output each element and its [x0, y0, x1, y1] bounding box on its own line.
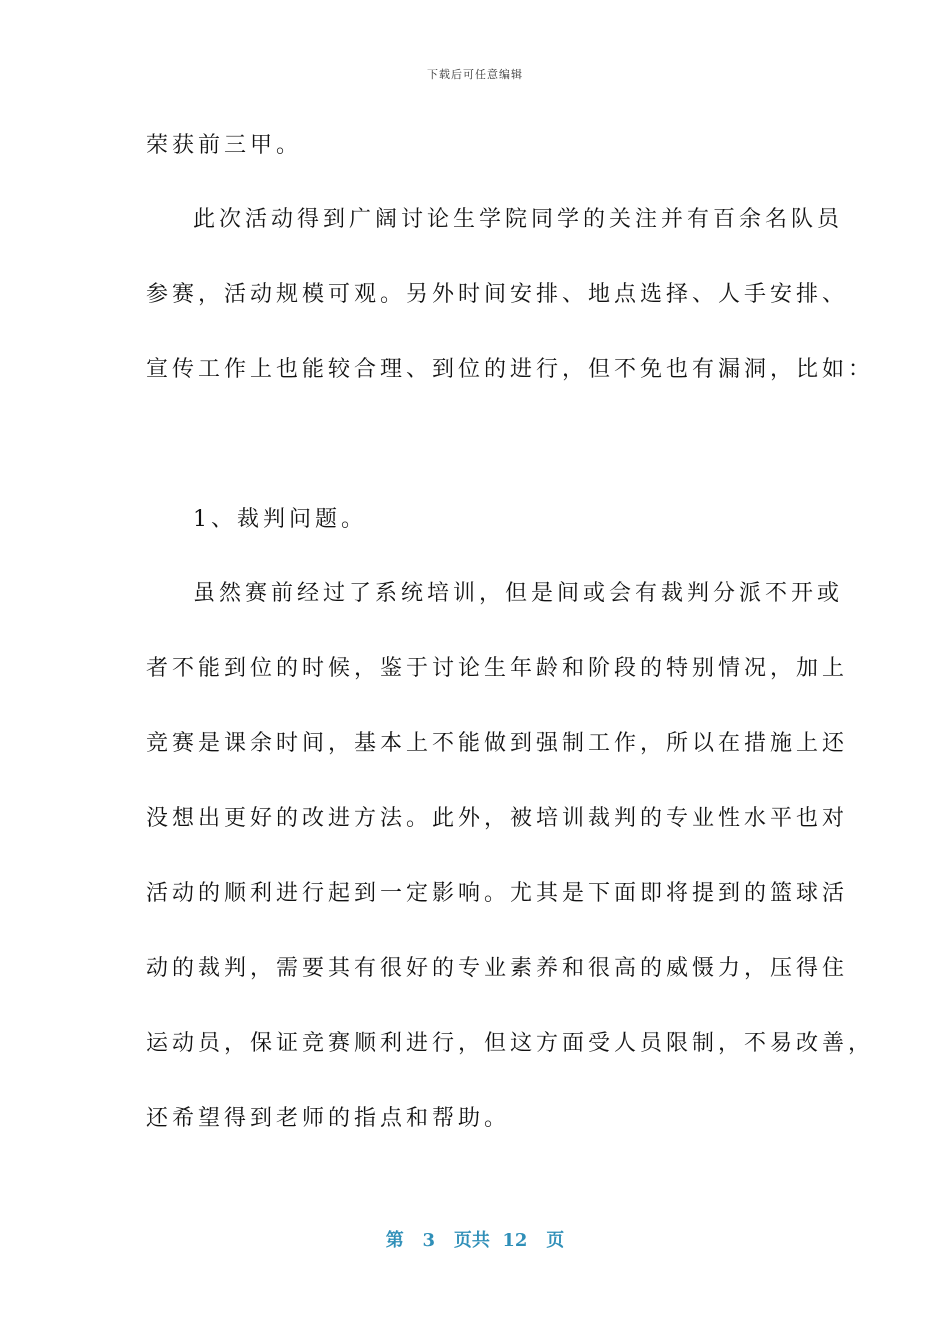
footer-suffix: 页: [546, 1230, 565, 1251]
page-footer: [0, 1226, 950, 1252]
paragraph-line: 活动的顺利进行起到一定影响。尤其是下面即将提到的篮球活: [146, 881, 849, 906]
paragraph-line: 没想出更好的改进方法。此外，被培训裁判的专业性水平也对: [146, 806, 849, 831]
paragraph-line: 宣传工作上也能较合理、到位的进行，但不免也有漏洞，比如：: [146, 357, 875, 382]
page-header: 下载后可任意编辑: [427, 68, 523, 81]
footer-page-number: 3: [422, 1230, 436, 1251]
paragraph-line: 还希望得到老师的指点和帮助。: [146, 1106, 511, 1131]
footer-total-pages: 12: [502, 1230, 528, 1251]
paragraph-line: 者不能到位的时候，鉴于讨论生年龄和阶段的特别情况，加上: [146, 656, 849, 681]
paragraph-line: 运动员，保证竞赛顺利进行，但这方面受人员限制，不易改善，: [146, 1031, 875, 1056]
paragraph-line: 竞赛是课余时间，基本上不能做到强制工作，所以在措施上还: [146, 731, 849, 756]
footer-middle: 页共: [453, 1230, 490, 1251]
paragraph-line: 荣获前三甲。: [146, 133, 303, 158]
paragraph-line: 此次活动得到广阔讨论生学院同学的关注并有百余名队员: [193, 207, 844, 232]
paragraph-line: 参赛，活动规模可观。另外时间安排、地点选择、人手安排、: [146, 282, 849, 307]
paragraph-line: 虽然赛前经过了系统培训，但是间或会有裁判分派不开或: [193, 581, 844, 606]
paragraph-line: 动的裁判，需要其有很好的专业素养和很高的威慑力，压得住: [146, 956, 849, 981]
section-heading: 1、裁判问题。: [193, 507, 367, 532]
footer-prefix: 第: [385, 1230, 404, 1251]
